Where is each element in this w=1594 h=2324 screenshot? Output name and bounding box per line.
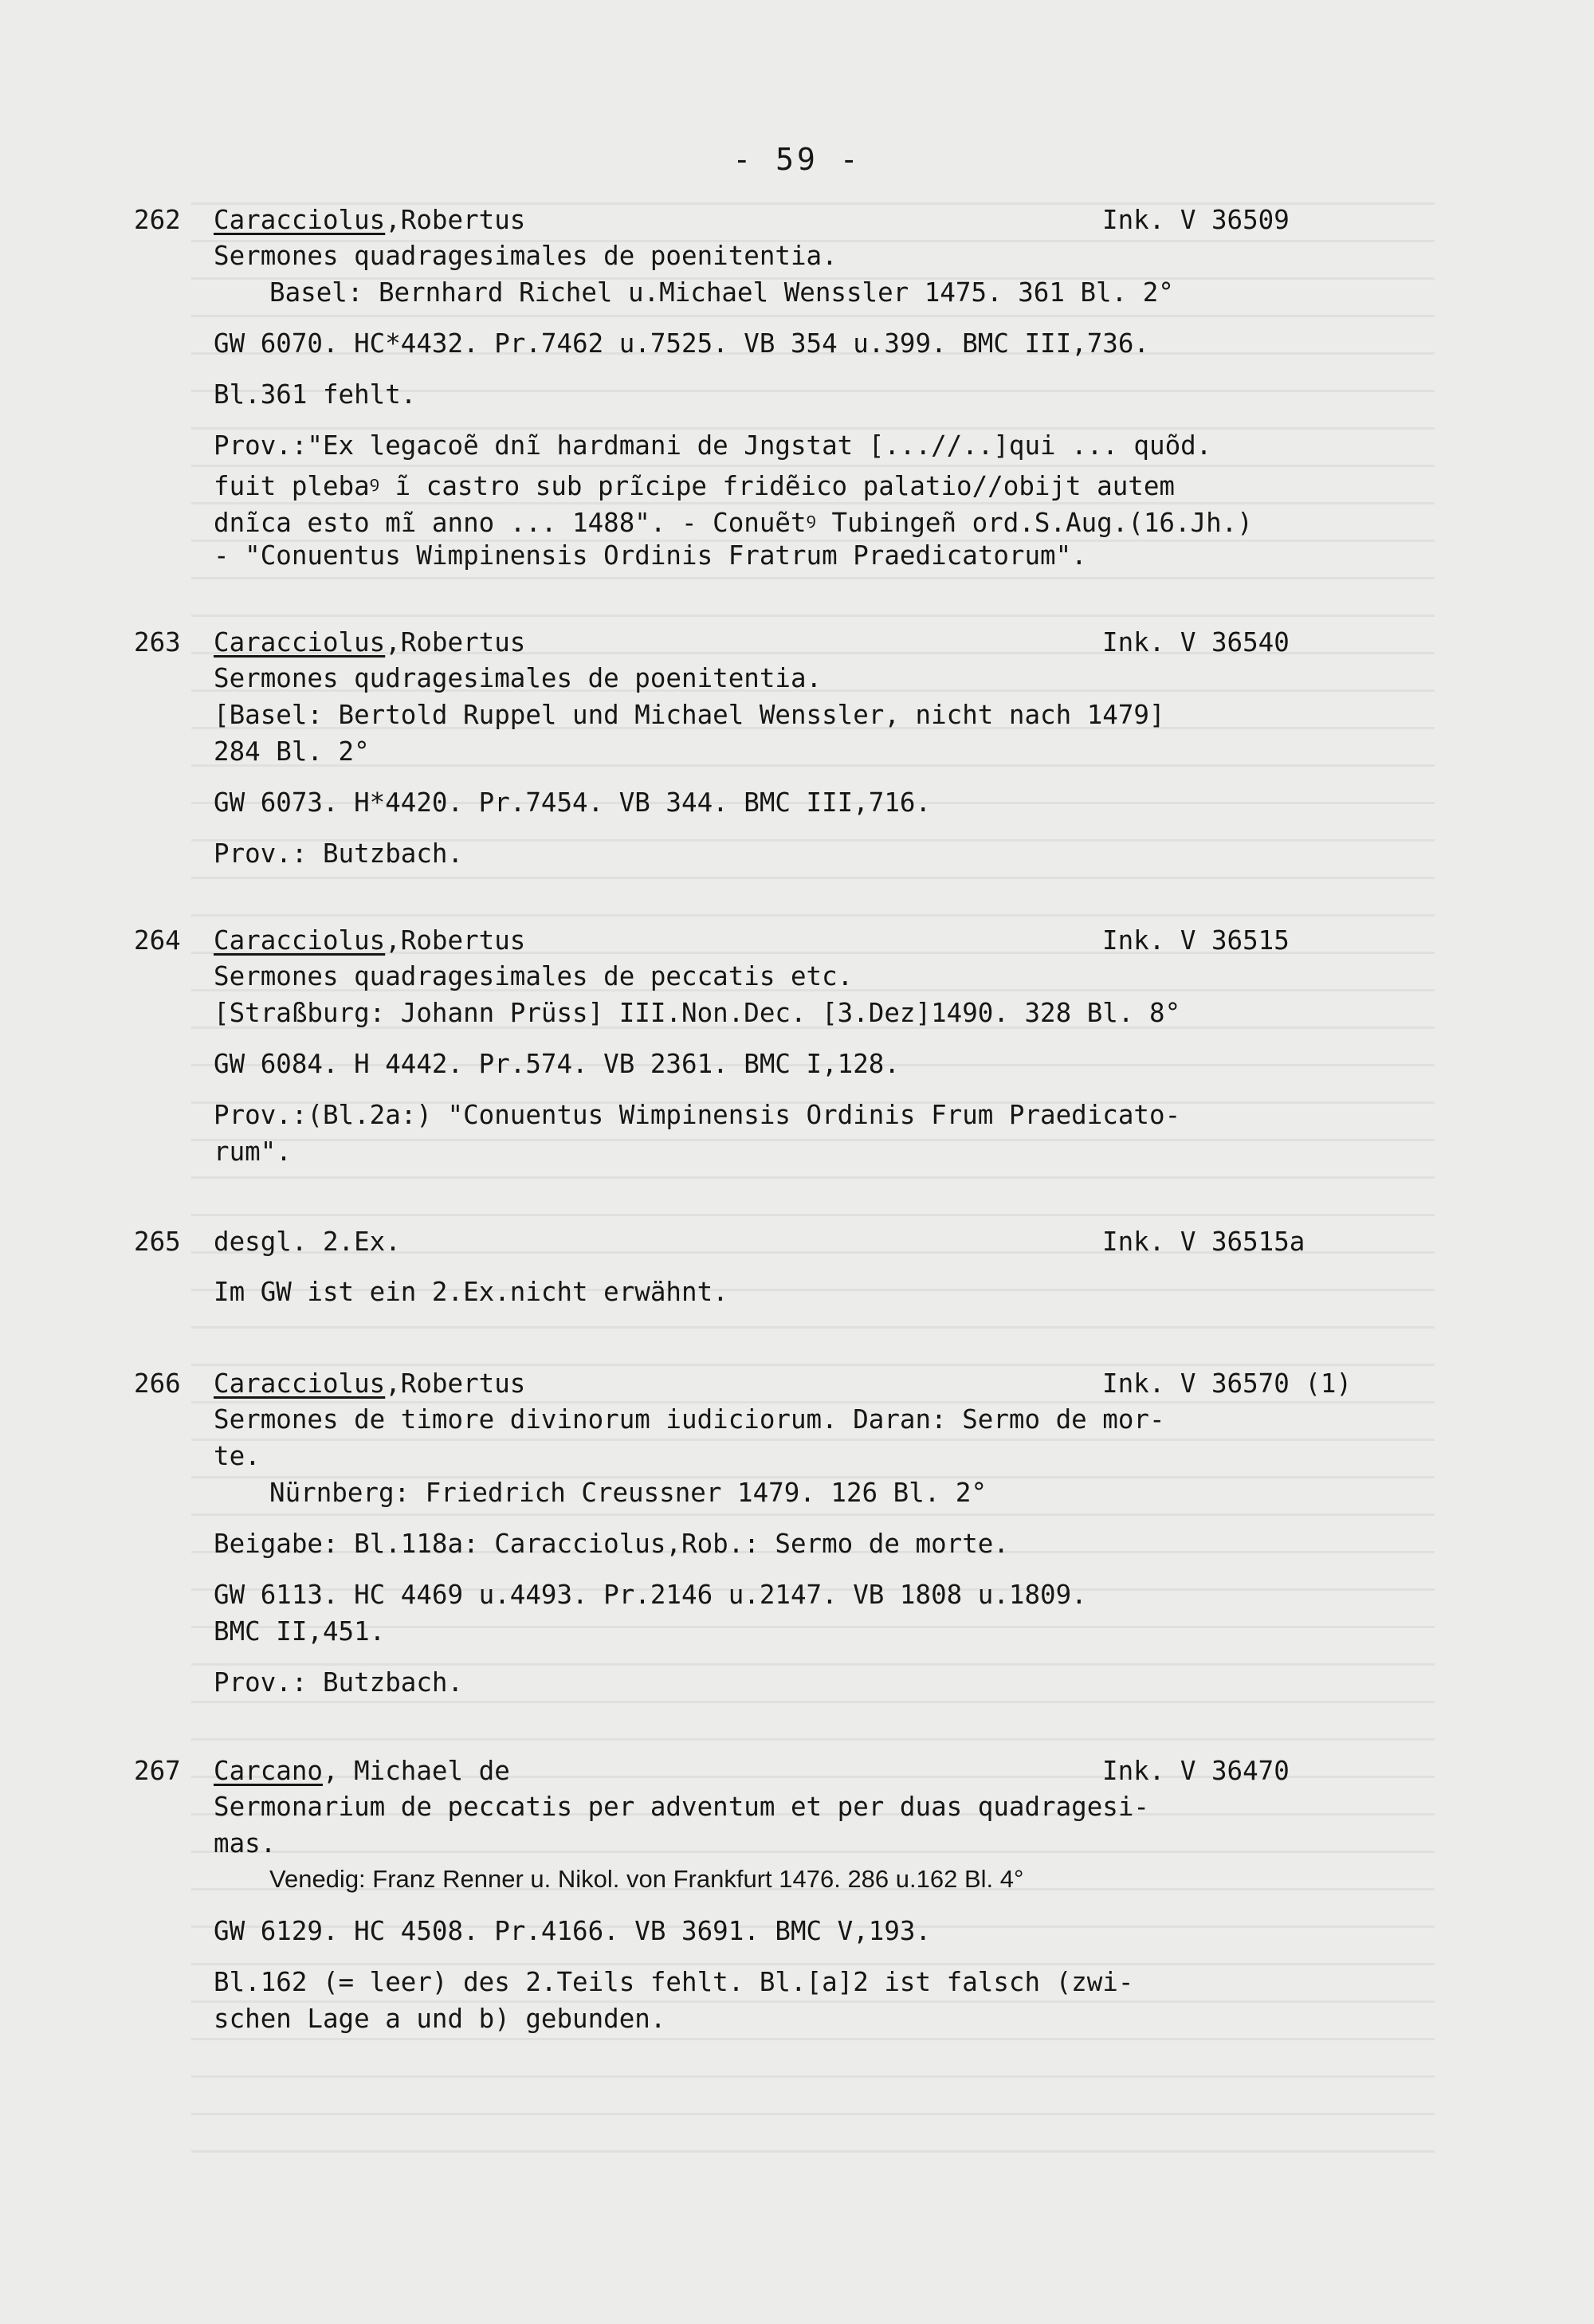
entry-author-rest: ,Robertus <box>385 205 526 235</box>
entry-number: 267 <box>134 1756 181 1786</box>
entry-title-line-1: Sermonarium de peccatis per adventum et per duas quadragesi- <box>214 1792 1149 1822</box>
entry-provenance-line-2: rum". <box>214 1136 292 1167</box>
entry-author-rest: ,Robertus <box>385 925 526 956</box>
entry-title: Sermones qudragesimales de poenitentia. <box>214 663 823 693</box>
entry-title: Sermones quadragesimales de peccatis etc. <box>214 961 854 991</box>
entry-author: desgl. 2.Ex. <box>214 1227 401 1257</box>
entry-provenance-line-3: dnĩca esto mĩ anno ... 1488". - Conuẽtꝰ Tubingeñ ord.S.Aug.(16.Jh.) <box>214 508 1253 538</box>
entry-shelfmark: Ink. V 36509 <box>1102 205 1290 235</box>
entry-references: GW 6084. H 4442. Pr.574. VB 2361. BMC I,128. <box>214 1049 900 1079</box>
entry-shelfmark: Ink. V 36470 <box>1102 1756 1290 1786</box>
entry-number: 264 <box>134 925 181 956</box>
entry-number: 266 <box>134 1368 181 1399</box>
entry-imprint: Basel: Bernhard Richel u.Michael Wenssler 1475. 361 Bl. 2° <box>269 277 1174 308</box>
entry-author: Caracciolus <box>214 925 386 956</box>
entry-title: Sermones quadragesimales de poenitentia. <box>214 241 838 271</box>
entry-note: Im GW ist ein 2.Ex.nicht erwähnt. <box>214 1277 728 1307</box>
entry-title-line-2: te. <box>214 1441 261 1471</box>
entry-references-line-2: BMC II,451. <box>214 1616 386 1647</box>
entry-title-line-2: mas. <box>214 1828 277 1859</box>
entry-imprint: [Basel: Bertold Ruppel und Michael Wenssler, nicht nach 1479] <box>214 700 1165 730</box>
entry-number: 265 <box>134 1227 181 1257</box>
entry-shelfmark: Ink. V 36570 (1) <box>1102 1368 1353 1399</box>
entry-references: GW 6070. HC*4432. Pr.7462 u.7525. VB 354 u.399. BMC III,736. <box>214 328 1149 359</box>
bleed-through-texture <box>191 167 1435 2160</box>
entry-author: Caracciolus <box>214 627 386 658</box>
entry-author-rest: ,Robertus <box>385 1368 526 1399</box>
entry-provenance-line-4: - "Conuentus Wimpinensis Ordinis Fratrum Praedicatorum". <box>214 540 1087 571</box>
entry-shelfmark: Ink. V 36540 <box>1102 627 1290 658</box>
entry-collation: 284 Bl. 2° <box>214 736 370 767</box>
entry-author: Caracciolus <box>214 205 386 235</box>
entry-references-line-1: GW 6113. HC 4469 u.4493. Pr.2146 u.2147. VB 1808 u.1809. <box>214 1580 1087 1610</box>
entry-supplement: Beigabe: Bl.118a: Caracciolus,Rob.: Sermo de morte. <box>214 1529 1009 1559</box>
entry-note: Bl.361 fehlt. <box>214 379 417 410</box>
entry-imprint: Venedig: Franz Renner u. Nikol. von Frankfurt 1476. 286 u.162 Bl. 4° <box>269 1865 1024 1893</box>
entry-shelfmark: Ink. V 36515 <box>1102 925 1290 956</box>
entry-note-line-1: Bl.162 (= leer) des 2.Teils fehlt. Bl.[a]2 ist falsch (zwi- <box>214 1967 1134 1997</box>
entry-number: 263 <box>134 627 181 658</box>
entry-imprint: [Straßburg: Johann Prüss] III.Non.Dec. [3.Dez]1490. 328 Bl. 8° <box>214 998 1181 1028</box>
entry-references: GW 6129. HC 4508. Pr.4166. VB 3691. BMC V,193. <box>214 1916 932 1946</box>
entry-author-rest: , Michael de <box>322 1756 510 1786</box>
entry-shelfmark: Ink. V 36515a <box>1102 1227 1305 1257</box>
entry-references: GW 6073. H*4420. Pr.7454. VB 344. BMC III,716. <box>214 787 932 818</box>
entry-author: Carcano <box>214 1756 323 1786</box>
entry-title-line-1: Sermones de timore divinorum iudiciorum. Daran: Sermo de mor- <box>214 1404 1165 1435</box>
entry-author: Caracciolus <box>214 1368 386 1399</box>
entry-provenance: Prov.: Butzbach. <box>214 1667 464 1698</box>
entry-author-rest: ,Robertus <box>385 627 526 658</box>
entry-number: 262 <box>134 205 181 235</box>
entry-provenance-line-2: fuit plebaꝰ ĩ castro sub prĩcipe fridẽico palatio//obijt autem <box>214 471 1175 501</box>
entry-provenance: Prov.: Butzbach. <box>214 838 464 869</box>
entry-provenance-line-1: Prov.:(Bl.2a:) "Conuentus Wimpinensis Ordinis Frum Praedicato- <box>214 1100 1181 1130</box>
page-number: - 59 - <box>732 142 862 177</box>
entry-note-line-2: schen Lage a und b) gebunden. <box>214 2004 666 2034</box>
entry-provenance-line-1: Prov.:"Ex legacoẽ dnĩ hardmani de Jngstat [...//..]qui ... quõd. <box>214 430 1212 461</box>
entry-imprint: Nürnberg: Friedrich Creussner 1479. 126 Bl. 2° <box>269 1478 987 1508</box>
